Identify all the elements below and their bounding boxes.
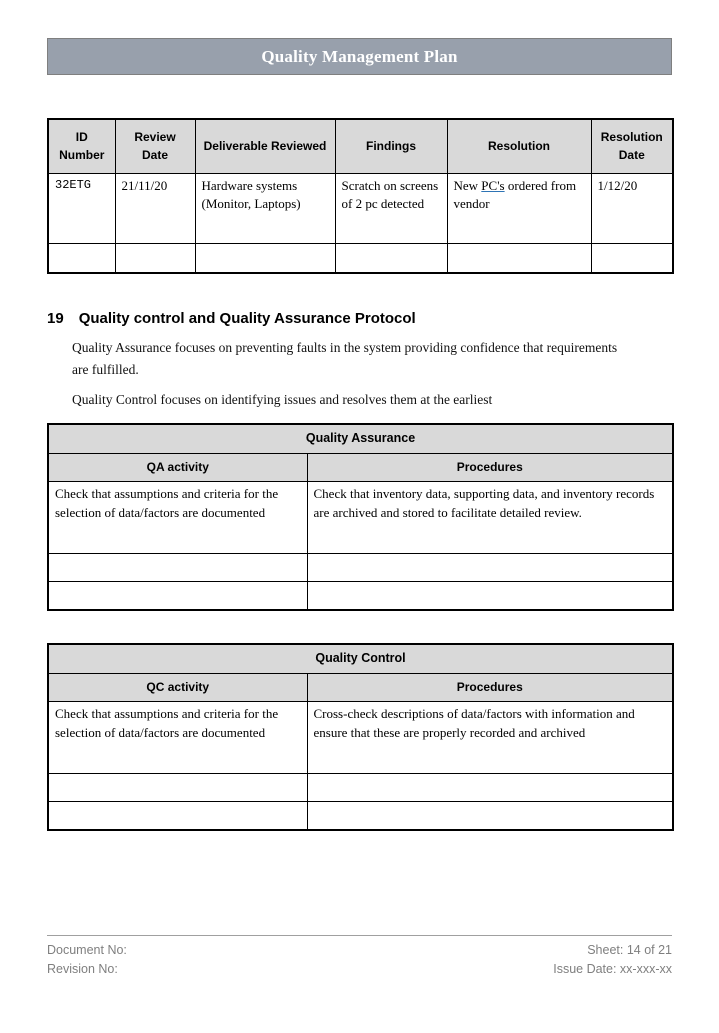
qa-table-empty-row: [48, 582, 673, 610]
empty-cell: [48, 774, 307, 802]
col-header-qa-activity: QA activity: [48, 454, 307, 482]
qc-table-title-row: [48, 644, 673, 674]
empty-cell: [48, 582, 307, 610]
col-header-deliverable-reviewed: Deliverable Reviewed: [195, 119, 335, 173]
cell-qa-procedure: Check that inventory data, supporting data, and inventory records are archived and stored to facilitate detailed review.: [307, 482, 673, 554]
empty-cell: [48, 802, 307, 830]
footer-revision-no: Revision No:: [47, 961, 118, 976]
empty-cell: [115, 243, 195, 273]
footer-document-no: Document No:: [47, 943, 127, 957]
section-number: 19: [47, 310, 64, 327]
cell-id-number: 32ETG: [48, 173, 115, 243]
empty-cell: [335, 243, 447, 273]
empty-cell: [447, 243, 591, 273]
qc-table-data-row: [48, 702, 673, 774]
col-header-qc-procedures: Procedures: [307, 674, 673, 702]
quality-control-table: [47, 643, 674, 831]
cell-qc-procedure: Cross-check descriptions of data/factors with information and ensure that these are properly recorded and archived: [307, 702, 673, 774]
col-header-qa-procedures: Procedures: [307, 454, 673, 482]
qc-table-empty-row: [48, 774, 673, 802]
footer-issue-date: Issue Date: xx-xxx-xx: [553, 961, 672, 976]
empty-cell: [307, 774, 673, 802]
pcs-link[interactable]: PC's: [481, 177, 505, 193]
section-title: Quality control and Quality Assurance Protocol: [78, 310, 416, 327]
col-header-findings: Findings: [335, 119, 447, 173]
qc-table-empty-row: [48, 802, 673, 830]
empty-cell: [48, 554, 307, 582]
cell-findings: Scratch on screens of 2 pc detected: [335, 173, 447, 243]
qa-table-data-row: [48, 482, 673, 554]
col-header-resolution-date: Resolution Date: [591, 119, 673, 173]
footer-sheet: Sheet: 14 of 21: [587, 943, 672, 957]
deliverable-review-table: [47, 118, 674, 274]
resolution-text-post: ordered from vendor: [453, 177, 577, 212]
qa-table-title-row: [48, 424, 673, 454]
cell-review-date: 21/11/20: [115, 173, 195, 243]
empty-cell: [307, 582, 673, 610]
review-table-header-row: [48, 119, 673, 173]
empty-cell: [591, 243, 673, 273]
qa-table-title: Quality Assurance: [48, 424, 673, 454]
cell-deliverable-reviewed: Hardware systems (Monitor, Laptops): [195, 173, 335, 243]
col-header-qc-activity: QC activity: [48, 674, 307, 702]
review-table-empty-row: [48, 243, 673, 273]
empty-cell: [195, 243, 335, 273]
quality-assurance-table: [47, 423, 674, 611]
qc-table-header-row: [48, 674, 673, 702]
col-header-id-number: ID Number: [48, 119, 115, 173]
cell-resolution-date: 1/12/20: [591, 173, 673, 243]
section-heading: [47, 310, 672, 327]
qa-description-paragraph: Quality Assurance focuses on preventing faults in the system providing confidence that requirements are fulfilled.: [72, 340, 618, 377]
cell-resolution: [447, 173, 591, 243]
empty-cell: [307, 802, 673, 830]
qc-table-title: Quality Control: [48, 644, 673, 674]
empty-cell: [307, 554, 673, 582]
qa-table-header-row: [48, 454, 673, 482]
document-title: Quality Management Plan: [261, 46, 458, 66]
cell-qc-activity: Check that assumptions and criteria for the selection of data/factors are documented: [48, 702, 307, 774]
document-title-banner: [47, 38, 672, 75]
qc-description-paragraph: Quality Control focuses on identifying issues and resolves them at the earliest: [72, 392, 493, 408]
empty-cell: [48, 243, 115, 273]
col-header-resolution: Resolution: [447, 119, 591, 173]
resolution-text-pre: New: [453, 177, 482, 193]
qa-table-empty-row: [48, 554, 673, 582]
review-table-data-row: [48, 173, 673, 243]
page-footer: [47, 935, 672, 979]
col-header-review-date: Review Date: [115, 119, 195, 173]
cell-qa-activity: Check that assumptions and criteria for the selection of data/factors are documented: [48, 482, 307, 554]
